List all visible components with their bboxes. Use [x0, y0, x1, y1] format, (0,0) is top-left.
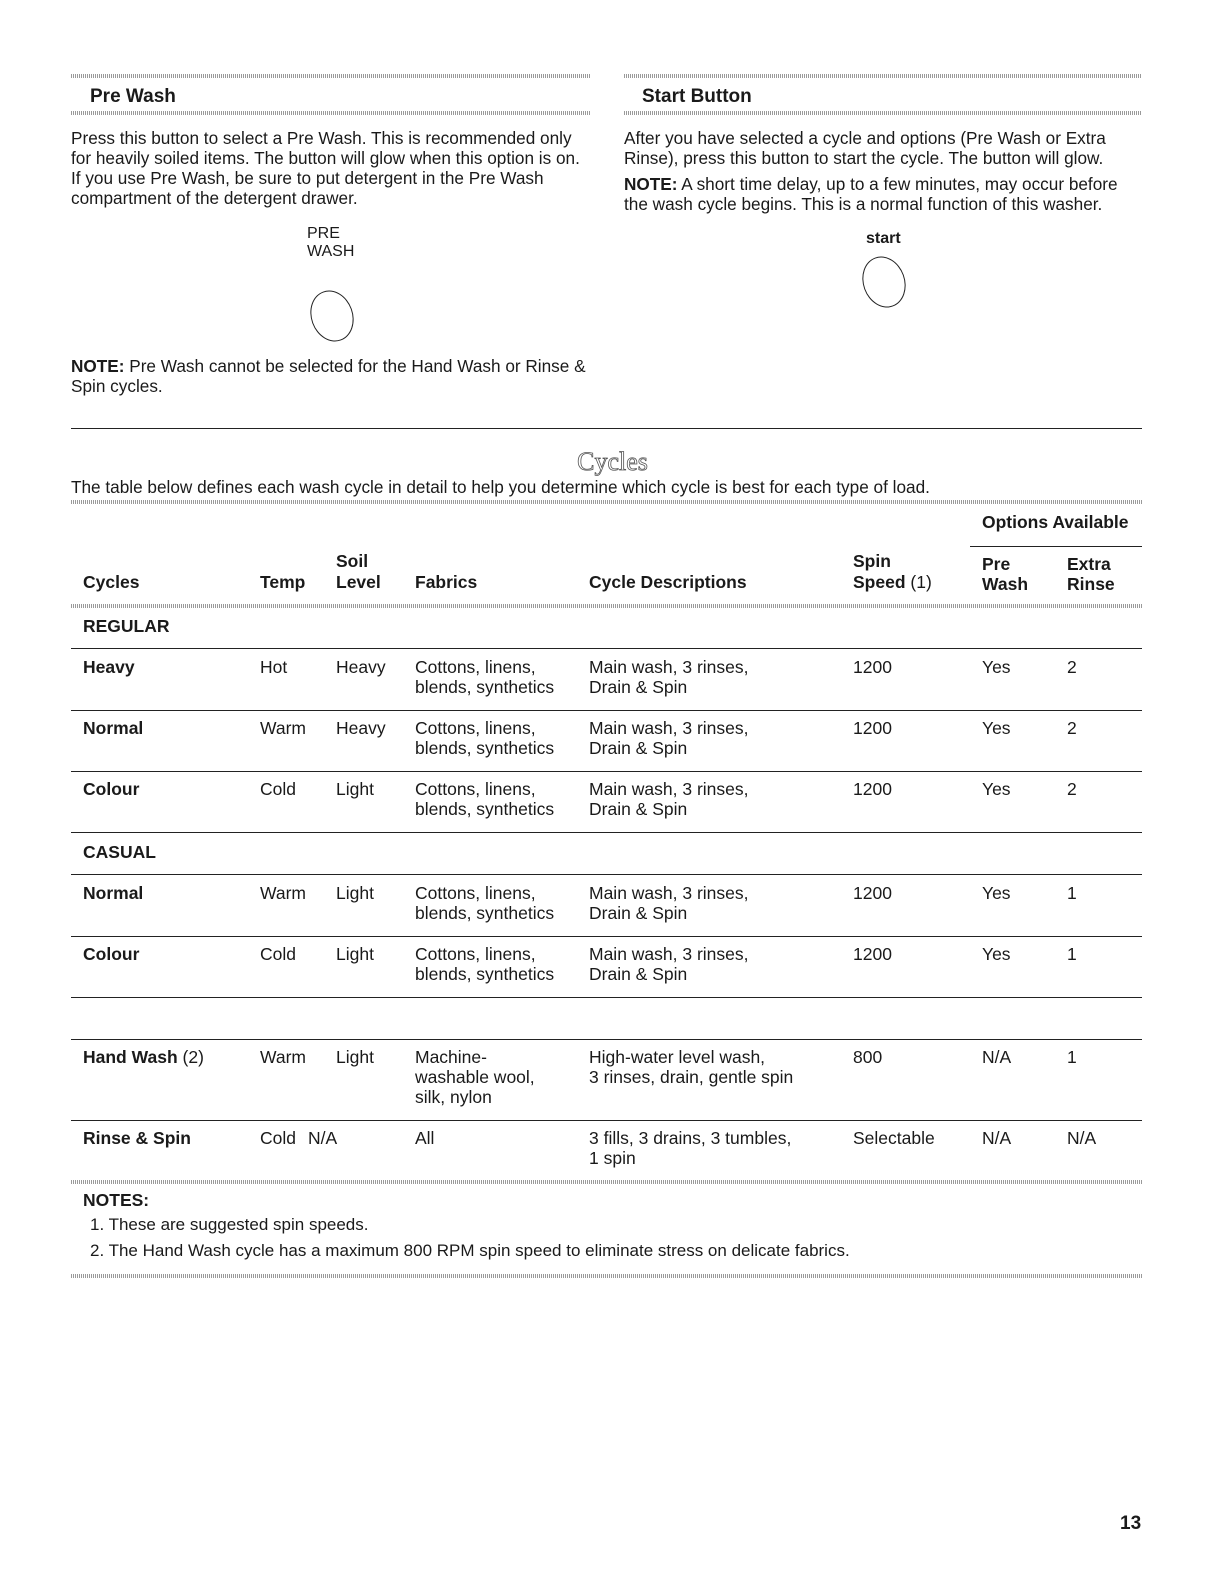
rule-before-row-5: [71, 1039, 1142, 1040]
row-3-soil: Light: [336, 883, 374, 903]
row-5-spin: 800: [853, 1047, 883, 1067]
row-2-cycle: Colour: [83, 779, 140, 799]
start-button-label: start: [866, 230, 901, 247]
options-available-header: Options Available: [982, 512, 1129, 532]
page-number: 13: [1120, 1513, 1142, 1534]
rule-after-row-0: [71, 710, 1142, 711]
row-5-pre: N/A: [982, 1047, 1012, 1067]
row-1-pre: Yes: [982, 718, 1011, 738]
row-2-desc: Main wash, 3 rinses, Drain & Spin: [589, 779, 749, 819]
start-title: Start Button: [642, 86, 752, 107]
row-6-desc: 3 fills, 3 drains, 3 tumbles, 1 spin: [589, 1128, 792, 1168]
row-4-pre: Yes: [982, 944, 1011, 964]
row-4-desc: Main wash, 3 rinses, Drain & Spin: [589, 944, 749, 984]
row-4-fabrics: Cottons, linens, blends, synthetics: [415, 944, 555, 984]
row-5-cycle-ref: (2): [177, 1047, 204, 1067]
start-note: [624, 174, 1142, 214]
header-spin-ref: (1): [905, 572, 932, 592]
header-spin-speed: Speed: [853, 572, 906, 592]
prewash-title: Pre Wash: [90, 86, 176, 107]
cycles-intro: The table below defines each wash cycle in detail to help you determine which cycle is best for each type of load.: [71, 477, 930, 497]
row-5-fabrics: Machine- washable wool, silk, nylon: [415, 1047, 535, 1107]
row-0-pre: Yes: [982, 657, 1011, 677]
table-header-hatch: [71, 604, 1142, 608]
row-6-spin: Selectable: [853, 1128, 935, 1148]
row-5-soil: Light: [336, 1047, 374, 1067]
row-0-desc: Main wash, 3 rinses, Drain & Spin: [589, 657, 749, 697]
header-extra-line1: Extra: [1067, 554, 1111, 574]
cycles-title: Cycles: [577, 447, 648, 476]
row-5-desc: High-water level wash, 3 rinses, drain, gentle spin: [589, 1047, 794, 1087]
rule-after-row-5: [71, 1120, 1142, 1121]
prewash-bottom-hatch: [71, 111, 591, 115]
row-3-pre: Yes: [982, 883, 1011, 903]
row-0-fabrics: Cottons, linens, blends, synthetics: [415, 657, 555, 697]
notes-bottom-hatch: [71, 1274, 1142, 1278]
header-cycles: Cycles: [83, 572, 140, 592]
header-soil-line2: Level: [336, 572, 381, 592]
row-4-extra: 1: [1067, 944, 1077, 964]
row-6-soil: N/A: [308, 1128, 338, 1148]
start-bottom-hatch: [624, 111, 1142, 115]
row-6-cycle: Rinse & Spin: [83, 1128, 191, 1148]
row-0-temp: Hot: [260, 657, 288, 677]
row-1-fabrics: Cottons, linens, blends, synthetics: [415, 718, 555, 758]
row-6-pre: N/A: [982, 1128, 1012, 1148]
prewash-note: [71, 356, 591, 396]
prewash-button[interactable]: [303, 284, 360, 347]
prewash-button-label-line2: WASH: [307, 243, 355, 260]
prewash-button-label-line1: PRE: [307, 225, 340, 242]
row-5-temp: Warm: [260, 1047, 307, 1067]
header-descriptions: Cycle Descriptions: [589, 572, 747, 592]
row-3-extra: 1: [1067, 883, 1077, 903]
rule-regular: [71, 648, 1142, 649]
row-2-soil: Light: [336, 779, 374, 799]
row-6-fabrics: All: [415, 1128, 435, 1148]
prewash-note-prefix: NOTE:: [71, 356, 125, 376]
header-extra-line2: Rinse: [1067, 574, 1115, 594]
header-fabrics: Fabrics: [415, 572, 478, 592]
start-note-prefix: NOTE:: [624, 174, 678, 194]
header-soil-line1: Soil: [336, 551, 369, 571]
start-body: After you have selected a cycle and options (Pre Wash or Extra Rinse), press this button to start the cycle. The button will glow.: [624, 128, 1106, 168]
row-5-cycle-name: Hand Wash: [83, 1047, 178, 1067]
table-bottom-hatch: [71, 1180, 1142, 1184]
row-0-cycle: Heavy: [83, 657, 135, 677]
row-3-cycle: Normal: [83, 883, 144, 903]
prewash-note-text: Pre Wash cannot be selected for the Hand Wash or Rinse & Spin cycles.: [71, 356, 586, 396]
row-1-extra: 2: [1067, 718, 1077, 738]
row-2-extra: 2: [1067, 779, 1077, 799]
notes-title: NOTES:: [83, 1190, 150, 1210]
row-4-temp: Cold: [260, 944, 296, 964]
row-5-cycle: [83, 1047, 204, 1067]
row-0-spin: 1200: [853, 657, 892, 677]
rule-after-row-3: [71, 936, 1142, 937]
row-4-spin: 1200: [853, 944, 892, 964]
header-temp: Temp: [260, 572, 306, 592]
cycles-top-rule: [71, 428, 1142, 429]
prewash-top-hatch: [71, 74, 591, 78]
row-0-soil: Heavy: [336, 657, 386, 677]
row-0-extra: 2: [1067, 657, 1077, 677]
cycles-intro-hatch: [71, 500, 1142, 504]
row-4-cycle: Colour: [83, 944, 140, 964]
group-casual-label: CASUAL: [83, 842, 156, 862]
rule-after-row-4: [71, 997, 1142, 998]
header-pre-line2: Wash: [982, 574, 1029, 594]
row-2-temp: Cold: [260, 779, 296, 799]
row-1-spin: 1200: [853, 718, 892, 738]
row-1-soil: Heavy: [336, 718, 386, 738]
row-5-extra: 1: [1067, 1047, 1077, 1067]
row-1-temp: Warm: [260, 718, 307, 738]
row-2-spin: 1200: [853, 779, 892, 799]
row-3-temp: Warm: [260, 883, 307, 903]
options-available-rule: [970, 546, 1142, 547]
header-spin-line1: Spin: [853, 551, 891, 571]
row-3-desc: Main wash, 3 rinses, Drain & Spin: [589, 883, 749, 923]
group-regular-label: REGULAR: [83, 616, 170, 636]
rule-after-row-2: [71, 832, 1142, 833]
row-1-cycle: Normal: [83, 718, 144, 738]
prewash-body: Press this button to select a Pre Wash. This is recommended only for heavily soiled items. The button will glow when this option is on. If you use Pre Wash, be sure to put detergent in the Pre Wash compartment of the detergent drawer.: [71, 128, 580, 208]
row-1-desc: Main wash, 3 rinses, Drain & Spin: [589, 718, 749, 758]
header-pre-line1: Pre: [982, 554, 1011, 574]
row-6-temp: Cold: [260, 1128, 296, 1148]
note-1: 1. These are suggested spin speeds.: [90, 1215, 369, 1234]
start-top-hatch: [624, 74, 1142, 78]
start-note-text: A short time delay, up to a few minutes, may occur before the wash cycle begins. This is a normal function of this washer.: [624, 174, 1118, 214]
row-3-fabrics: Cottons, linens, blends, synthetics: [415, 883, 555, 923]
note-2: 2. The Hand Wash cycle has a maximum 800 RPM spin speed to eliminate stress on delicate fabrics.: [90, 1241, 850, 1260]
header-spin-line2: [853, 572, 932, 592]
row-4-soil: Light: [336, 944, 374, 964]
start-button[interactable]: [855, 250, 912, 313]
row-2-pre: Yes: [982, 779, 1011, 799]
rule-casual: [71, 874, 1142, 875]
rule-after-row-1: [71, 771, 1142, 772]
row-6-extra: N/A: [1067, 1128, 1097, 1148]
row-2-fabrics: Cottons, linens, blends, synthetics: [415, 779, 555, 819]
row-3-spin: 1200: [853, 883, 892, 903]
